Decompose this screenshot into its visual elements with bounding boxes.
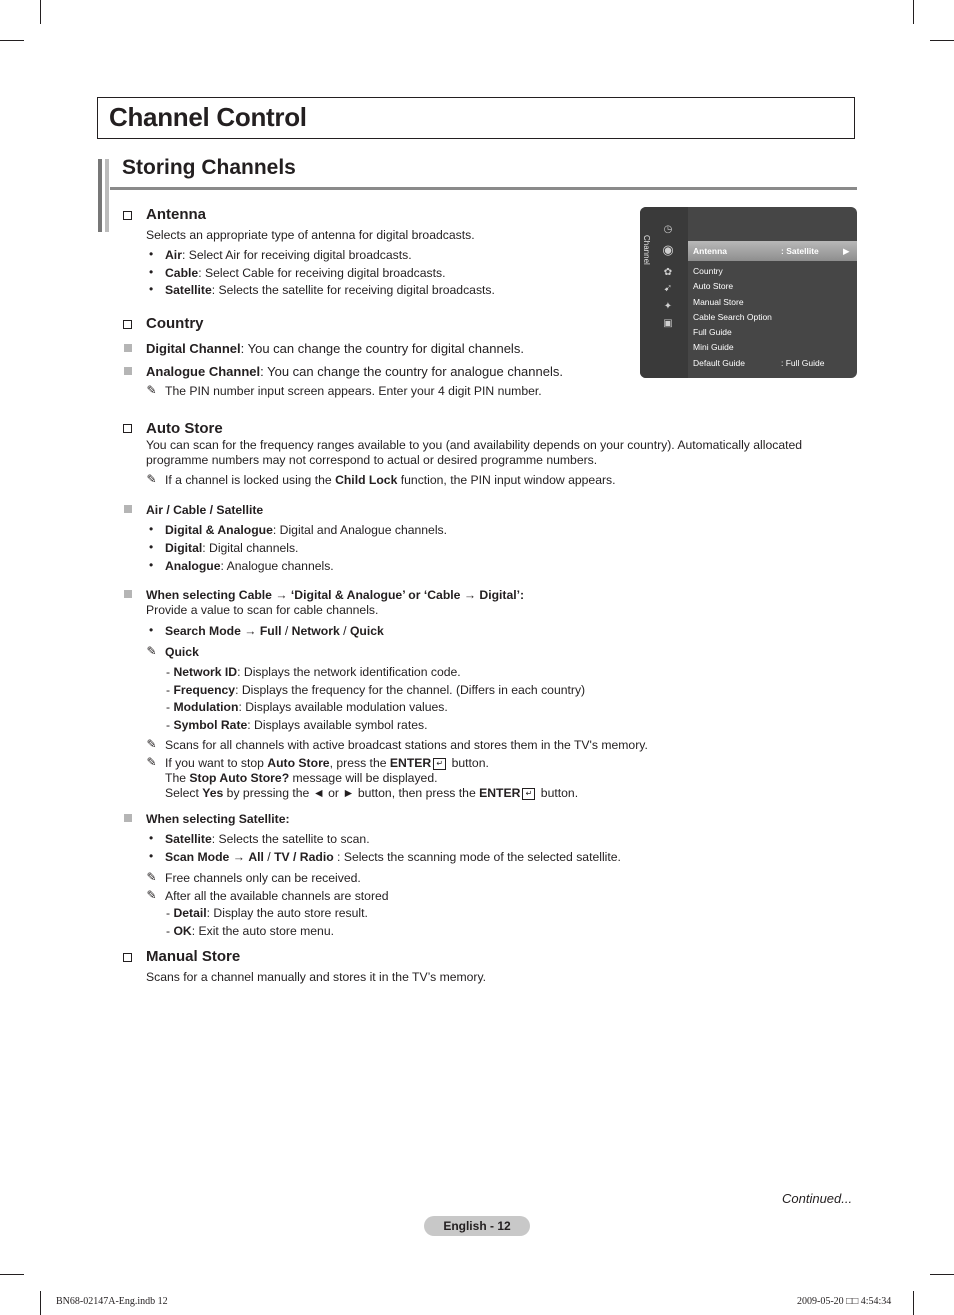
footer-timestamp: 2009-05-20 □□ 4:54:34 (797, 1296, 892, 1307)
section-bar (98, 159, 102, 232)
list-item: - Network ID: Displays the network identification code. (166, 665, 461, 679)
crop-mark (40, 1291, 41, 1315)
note-icon: ✎ (146, 472, 157, 486)
note-text: After all the available channels are stored (165, 889, 389, 903)
cable-desc: Provide a value to scan for cable channels. (146, 603, 379, 617)
checkbox-bullet-icon (123, 424, 132, 433)
osd-item-full-guide[interactable]: Full Guide (693, 327, 732, 337)
list-item: Analogue: Analogue channels. (165, 559, 334, 573)
list-item: Cable: Select Cable for receiving digital broadcasts. (165, 266, 446, 280)
continued-label: Continued... (782, 1191, 853, 1206)
square-bullet-icon (124, 590, 132, 598)
crop-mark (40, 0, 41, 24)
enter-icon: ↵ (522, 788, 535, 800)
bullet-icon: • (149, 849, 154, 863)
crop-mark (913, 0, 914, 24)
list-item: Scan Mode → All / TV / Radio : Selects the scanning mode of the selected satellite. (165, 850, 621, 864)
bullet-icon: • (149, 265, 154, 279)
page-number-pill: English - 12 (424, 1216, 530, 1236)
bullet-icon: • (149, 831, 154, 845)
note-icon: ✎ (146, 737, 157, 751)
note-text: The PIN number input screen appears. Enter your 4 digit PIN number. (165, 384, 542, 398)
bullet-icon: • (149, 282, 154, 296)
note-icon: ✎ (146, 870, 157, 884)
auto-store-desc: You can scan for the frequency ranges available to you (and availability depends on your country). Automatically allocated (146, 438, 803, 452)
list-item: Air: Select Air for receiving digital broadcasts. (165, 248, 412, 262)
subheading: When selecting Cable → ‘Digital & Analogue’ or ‘Cable → Digital’: (146, 588, 525, 602)
list-item: Search Mode → Full / Network / Quick (165, 624, 384, 638)
note-text: Scans for all channels with active broadcast stations and stores them in the TV's memory. (165, 738, 648, 752)
osd-side-label: Channel (642, 235, 651, 265)
subheading: Air / Cable / Satellite (146, 503, 264, 517)
note-text: Free channels only can be received. (165, 871, 361, 885)
osd-item-antenna[interactable]: Antenna (693, 246, 727, 256)
support-icon: ✦ (663, 301, 673, 312)
checkbox-bullet-icon (123, 320, 132, 329)
list-item: - Frequency: Displays the frequency for the channel. (Differs in each country) (166, 683, 586, 697)
list-item: Analogue Channel: You can change the country for analogue channels. (146, 364, 563, 379)
bullet-icon: • (149, 558, 154, 572)
list-item: - Detail: Display the auto store result. (166, 906, 368, 920)
input-icon: ➹ (663, 283, 673, 294)
country-heading: Country (146, 315, 204, 332)
osd-item-default-guide[interactable]: Default Guide (693, 358, 745, 368)
crop-mark (913, 1291, 914, 1315)
square-bullet-icon (124, 344, 132, 352)
note-icon: ✎ (146, 644, 157, 658)
osd-item-country[interactable]: Country (693, 266, 723, 276)
manual-store-heading: Manual Store (146, 948, 241, 965)
subheading: Quick (165, 645, 199, 659)
osd-item-manual-store[interactable]: Manual Store (693, 297, 744, 307)
manual-store-desc: Scans for a channel manually and stores it in the TV’s memory. (146, 970, 487, 984)
setup-icon: ✿ (663, 267, 673, 278)
osd-arrow-icon: ▶ (843, 246, 850, 256)
bullet-icon: • (149, 623, 154, 637)
auto-store-desc: programme numbers may not correspond to actual or desired programme numbers. (146, 453, 598, 467)
crop-mark (0, 1274, 24, 1275)
osd-menu (640, 207, 857, 378)
bullet-icon: • (149, 247, 154, 261)
note-icon: ✎ (146, 383, 157, 397)
bullet-icon: • (149, 522, 154, 536)
note-icon: ✎ (146, 888, 157, 902)
checkbox-bullet-icon (123, 211, 132, 220)
note-text: Select Yes by pressing the ◄ or ► button, then press the ENTER ↵ button. (165, 786, 579, 800)
osd-item-cable-search[interactable]: Cable Search Option (693, 312, 772, 322)
auto-store-heading: Auto Store (146, 420, 223, 437)
list-item: - Modulation: Displays available modulation values. (166, 700, 448, 714)
note-text: If a channel is locked using the Child Lock function, the PIN input window appears. (165, 473, 616, 487)
note-text: If you want to stop Auto Store, press the ENTER ↵ button. (165, 756, 489, 770)
footer-file: BN68-02147A-Eng.indb 12 (56, 1296, 168, 1307)
page-title: Channel Control (109, 102, 307, 132)
crop-mark (0, 40, 24, 41)
page-title-box (97, 97, 855, 139)
osd-value: : Full Guide (781, 358, 825, 368)
list-item: Satellite: Selects the satellite to scan. (165, 832, 370, 846)
subheading: When selecting Satellite: (146, 812, 290, 826)
section-bar (105, 159, 109, 232)
note-text: The Stop Auto Store? message will be displayed. (165, 771, 438, 785)
square-bullet-icon (124, 367, 132, 375)
section-rule (110, 187, 857, 190)
crop-mark (930, 1274, 954, 1275)
crop-mark (930, 40, 954, 41)
note-icon: ✎ (146, 755, 157, 769)
antenna-desc: Selects an appropriate type of antenna for digital broadcasts. (146, 228, 475, 242)
square-bullet-icon (124, 814, 132, 822)
antenna-heading: Antenna (146, 206, 206, 223)
list-item: - Symbol Rate: Displays available symbol rates. (166, 718, 428, 732)
clock-icon: ◷ (663, 224, 673, 235)
media-icon: ▣ (663, 318, 673, 329)
checkbox-bullet-icon (123, 953, 132, 962)
osd-value: : Satellite (781, 246, 819, 256)
square-bullet-icon (124, 505, 132, 513)
list-item: - OK: Exit the auto store menu. (166, 924, 334, 938)
list-item: Digital: Digital channels. (165, 541, 299, 555)
channel-icon: ◉ (662, 242, 674, 257)
bullet-icon: • (149, 540, 154, 554)
list-item: Satellite: Selects the satellite for receiving digital broadcasts. (165, 283, 495, 297)
list-item: Digital Channel: You can change the country for digital channels. (146, 341, 524, 356)
osd-item-mini-guide[interactable]: Mini Guide (693, 342, 734, 352)
osd-item-auto-store[interactable]: Auto Store (693, 281, 734, 291)
list-item: Digital & Analogue: Digital and Analogue channels. (165, 523, 448, 537)
enter-icon: ↵ (433, 758, 446, 770)
section-title: Storing Channels (122, 156, 296, 179)
